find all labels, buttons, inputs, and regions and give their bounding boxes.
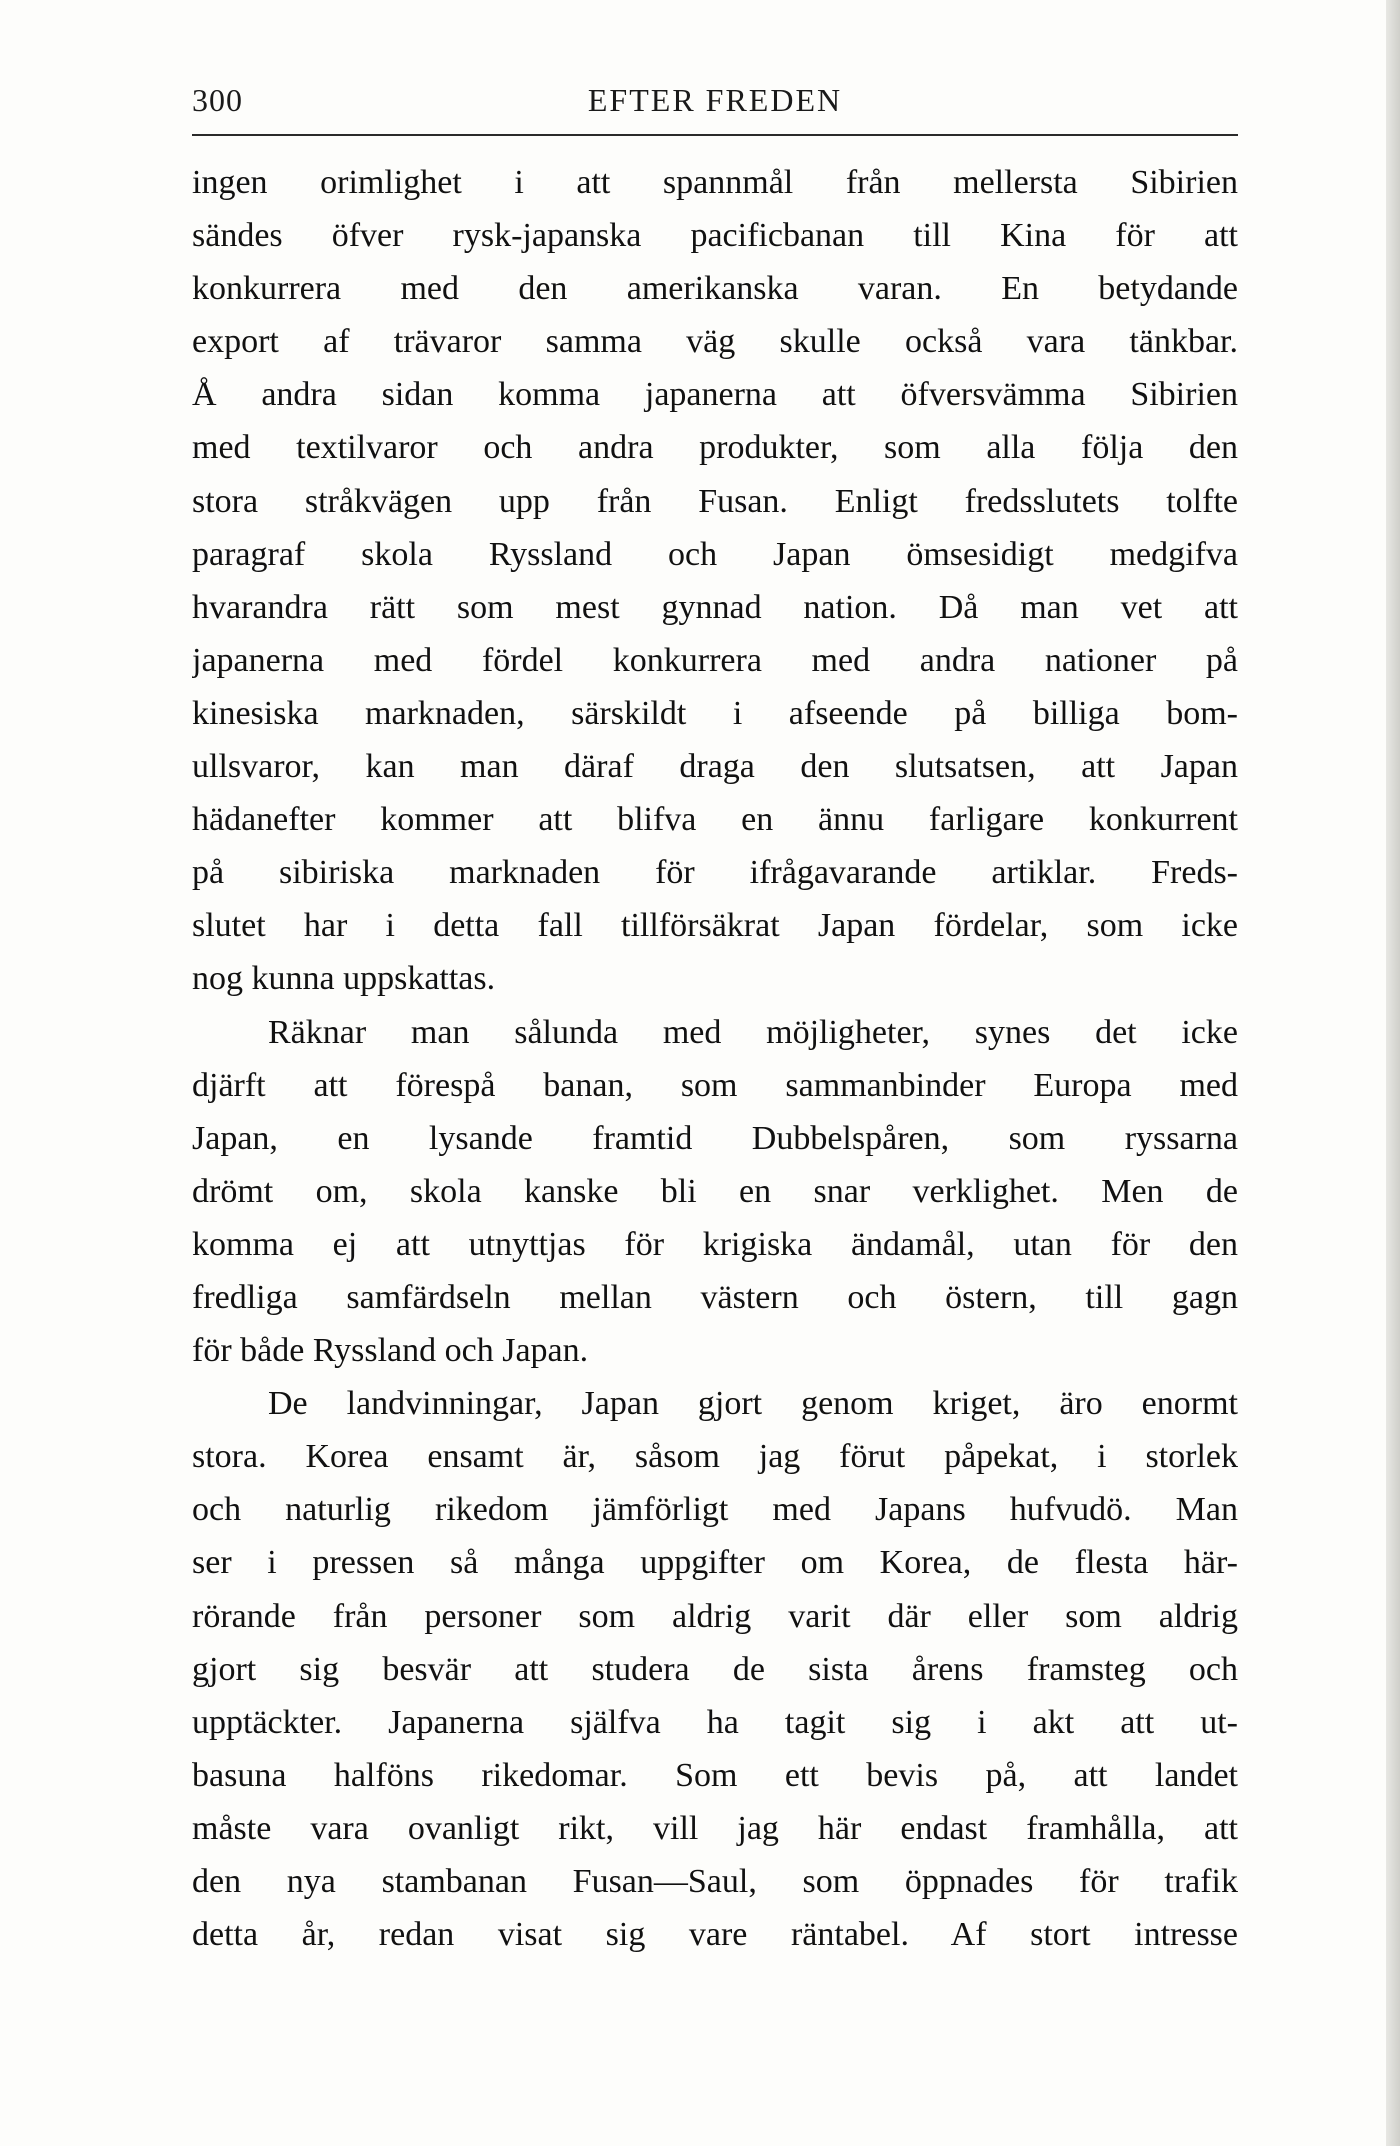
text-line: hvarandra rätt som mest gynnad nation. Då man vet att [192, 588, 1238, 626]
text-line: ser i pressen så många uppgifter om Korea, de flesta här- [192, 1544, 1238, 1582]
body-text [192, 156, 1238, 1961]
text-line: hädanefter kommer att blifva en ännu farligare konkurrent [192, 801, 1238, 839]
page-number: 300 [192, 82, 243, 118]
text-line: gjort sig besvär att studera de sista årens framsteg och [192, 1650, 1238, 1688]
text-line: Räknar man sålunda med möjligheter, synes det icke [268, 1013, 1238, 1051]
text-line: stora. Korea ensamt är, såsom jag förut påpekat, i storlek [192, 1438, 1238, 1476]
text-line: rörande från personer som aldrig varit där eller som aldrig [192, 1597, 1238, 1635]
text-line: drömt om, skola kanske bli en snar verklighet. Men de [192, 1172, 1238, 1210]
text-line: japanerna med fördel konkurrera med andra nationer på [192, 641, 1238, 679]
text-line: upptäckter. Japanerna själfva ha tagit sig i akt att ut- [192, 1703, 1238, 1741]
text-line: för både Ryssland och Japan. [192, 1332, 589, 1370]
text-line: komma ej att utnyttjas för krigiska ändamål, utan för den [192, 1225, 1238, 1263]
text-line: De landvinningar, Japan gjort genom kriget, äro enormt [268, 1385, 1238, 1423]
text-line: ingen orimlighet i att spannmål från mellersta Sibirien [192, 164, 1238, 201]
text-line: slutet har i detta fall tillförsäkrat Japan fördelar, som icke [192, 907, 1238, 945]
text-line: paragraf skola Ryssland och Japan ömsesidigt medgifva [192, 535, 1238, 573]
running-header [192, 82, 1238, 132]
text-line: ullsvaror, kan man däraf draga den slutsatsen, att Japan [192, 748, 1238, 786]
text-line: nog kunna uppskattas. [192, 960, 496, 998]
text-line: detta år, redan visat sig vare räntabel. Af stort intresse [192, 1916, 1238, 1954]
text-line: Å andra sidan komma japanerna att öfversvämma Sibirien [192, 376, 1238, 414]
text-line: fredliga samfärdseln mellan västern och östern, till gagn [192, 1278, 1238, 1316]
text-line: export af trävaror samma väg skulle också vara tänkbar. [192, 323, 1238, 361]
text-line: stora stråkvägen upp från Fusan. Enligt fredsslutets tolfte [192, 482, 1238, 520]
header-rule [192, 134, 1238, 136]
text-line: basuna halföns rikedomar. Som ett bevis på, att landet [192, 1756, 1238, 1794]
running-title: EFTER FREDEN [587, 82, 843, 118]
text-line: kinesiska marknaden, särskildt i afseende på billiga bom- [192, 694, 1238, 732]
text-line: och naturlig rikedom jämförligt med Japans hufvudö. Man [192, 1491, 1238, 1529]
text-line: på sibiriska marknaden för ifrågavarande artiklar. Freds- [192, 854, 1238, 892]
text-line: sändes öfver rysk-japanska pacificbanan till Kina för att [192, 217, 1238, 255]
text-line: med textilvaror och andra produkter, som alla följa den [192, 429, 1238, 467]
text-line: djärft att förespå banan, som sammanbinder Europa med [192, 1066, 1238, 1104]
text-line: Japan, en lysande framtid Dubbelspåren, som ryssarna [192, 1119, 1238, 1157]
text-line: den nya stambanan Fusan—Saul, som öppnades för trafik [192, 1863, 1238, 1900]
text-line: konkurrera med den amerikanska varan. En betydande [192, 270, 1238, 308]
text-line: måste vara ovanligt rikt, vill jag här endast framhålla, att [192, 1809, 1238, 1847]
page-edge-shadow [1386, 0, 1400, 2146]
